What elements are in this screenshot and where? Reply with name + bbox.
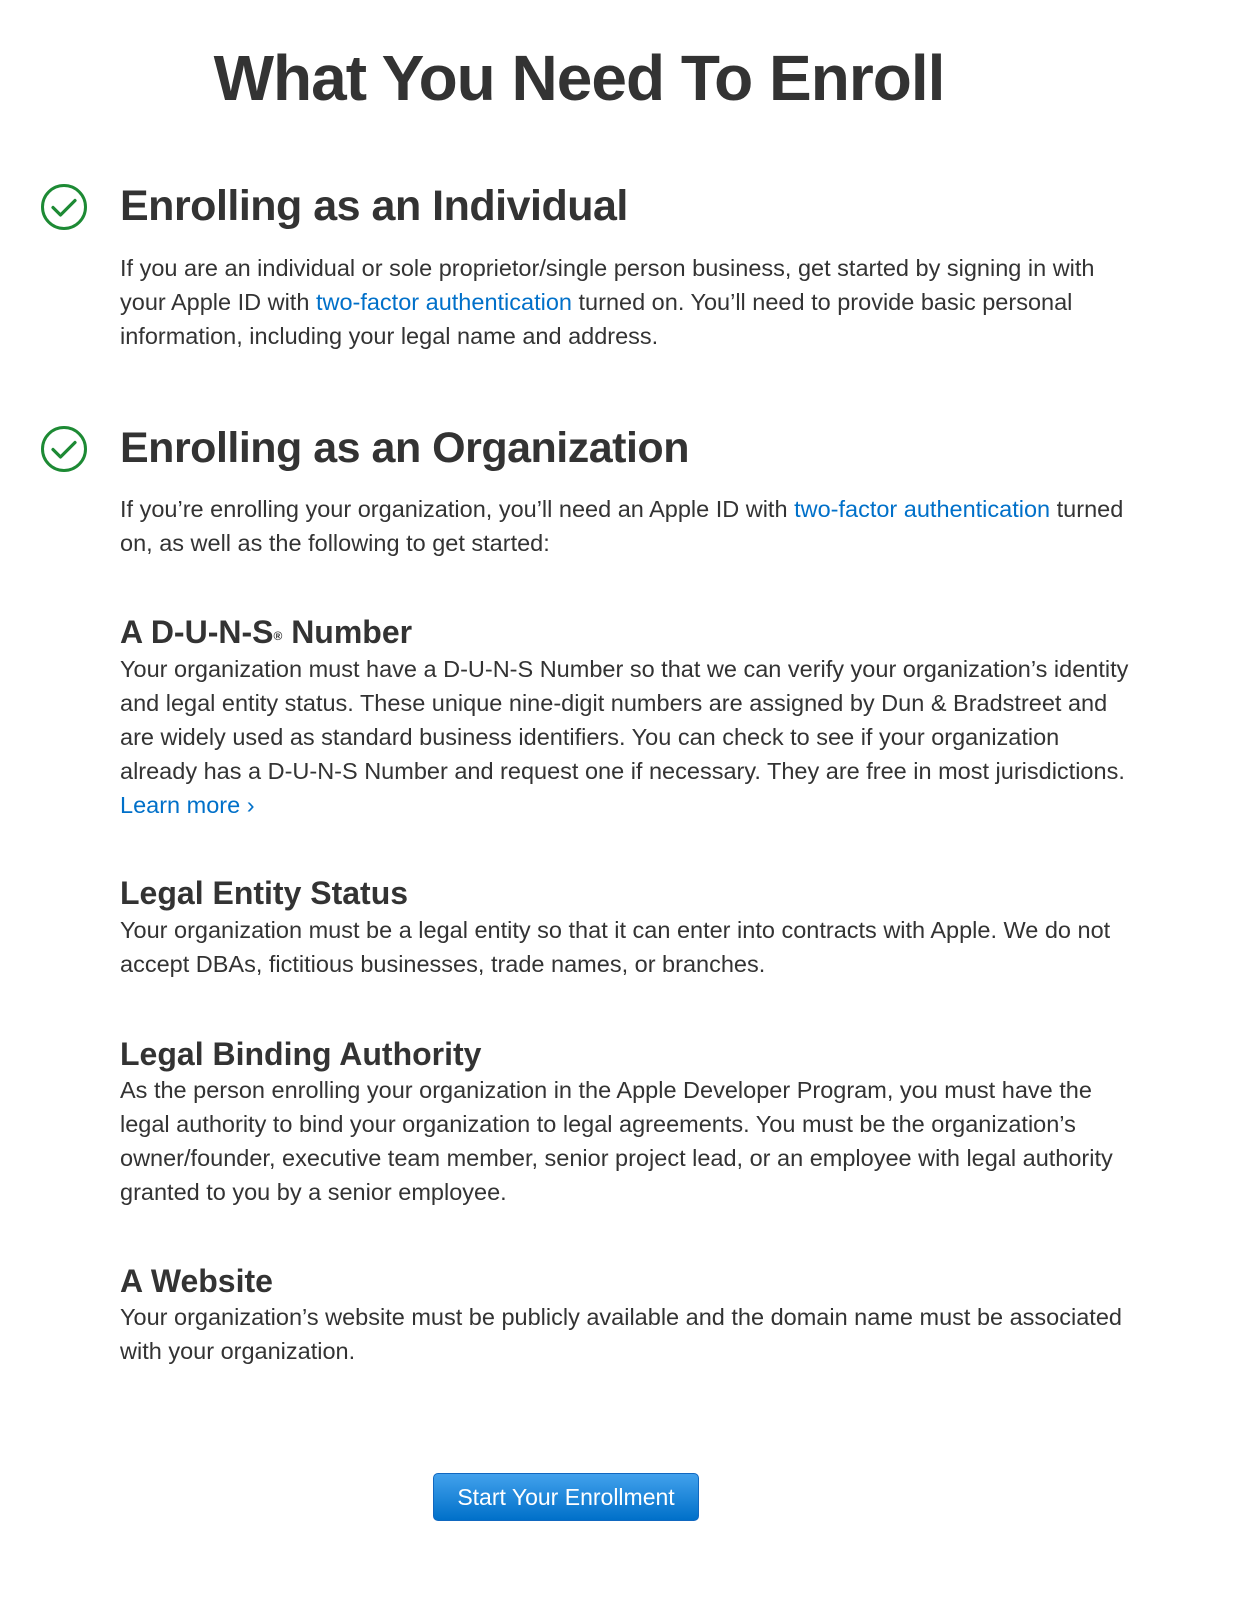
legal-binding-heading: Legal Binding Authority [120,1036,482,1072]
individual-description [120,251,1130,353]
individual-heading: Enrolling as an Individual [120,182,628,230]
individual-text-end: turned on. You’ll need to provide basic personal information, including your legal name and address. [120,289,1073,349]
website-description: Your organization’s website must be publicly available and the domain name must be associated with your organization. [120,1304,1122,1364]
duns-heading [120,612,412,652]
start-enrollment-button[interactable]: Start Your Enrollment [433,1473,699,1521]
individual-two-factor-link[interactable]: two-factor authentication [315,289,572,315]
learn-more-link[interactable]: Learn more › [120,792,255,818]
legal-binding-description: As the person enrolling your organization in the Apple Developer Program, you must have the legal authority to bind your organization to legal agreements. You must be the organization’s owner/founder, executive team member, senior project lead, or an employee with legal authority granted to you by a senior employee. [120,1077,1113,1205]
organization-text-end: turned on, as well as the following to get started: [120,496,1124,556]
website-heading: A Website [120,1263,273,1299]
duns-text: Your organization must have a D-U-N-S Number so that we can verify your organization’s identity and legal entity status. These unique nine-digit numbers are assigned by Dun & Bradstreet and are widely used as standard business identifiers. You can check to see if your organization already has a D-U-N-S Number and request one if necessary. They are free in most jurisdictions. [120,656,1129,784]
page-title: What You Need To Enroll [213,42,945,114]
legal-entity-heading: Legal Entity Status [120,875,409,911]
duns-heading-suffix: Number [282,614,413,650]
individual-text-start: If you are an individual or sole proprietor/single person business, get started by signing in with your Apple ID with [120,255,1095,315]
check-circle-icon [40,425,88,473]
registered-mark: ® [273,629,283,643]
organization-heading: Enrolling as an Organization [120,424,689,472]
duns-description [120,652,1130,822]
organization-text-start: If you’re enrolling your organization, you’ll need an Apple ID with [120,496,795,522]
organization-description [120,492,1130,560]
duns-heading-text: A D-U-N-S [120,614,274,650]
check-circle-icon [40,183,88,231]
organization-two-factor-link[interactable]: two-factor authentication [794,496,1051,522]
legal-entity-description: Your organization must be a legal entity so that it can enter into contracts with Apple. We do not accept DBAs, fictitious businesses, trade names, or branches. [120,917,1111,977]
